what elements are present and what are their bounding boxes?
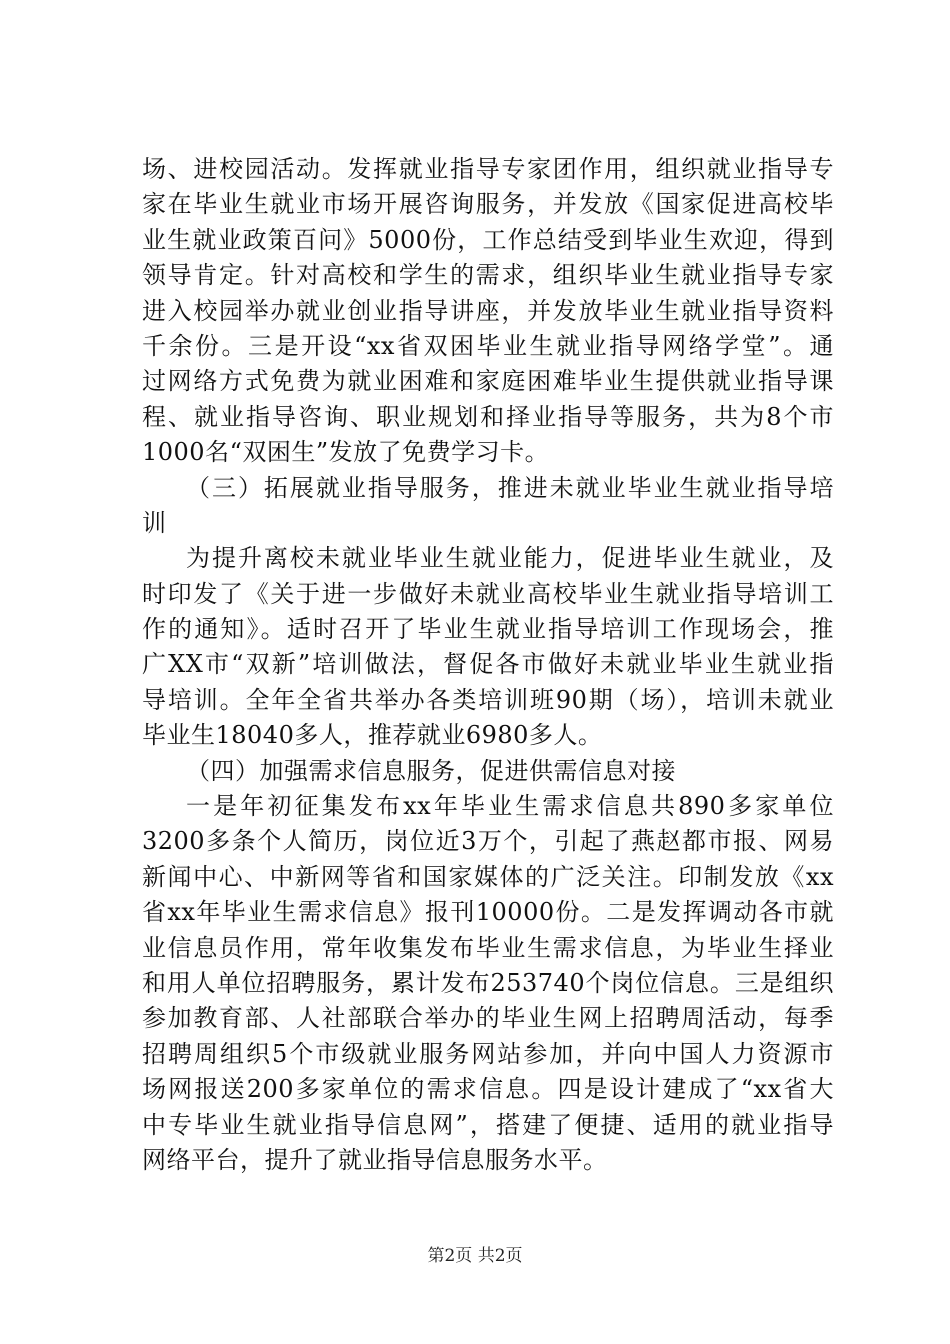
text-line: 业生就业政策百问》5000份，工作总结受到毕业生欢迎，得到 <box>142 225 834 254</box>
text-line: 导培训。全年全省共举办各类培训班90期（场），培训未就业 <box>142 685 834 714</box>
text-line: 广XX市“双新”培训做法，督促各市做好未就业毕业生就业指 <box>142 650 834 679</box>
text-line: 省xx年毕业生需求信息》报刊10000份。二是发挥调动各市就 <box>142 898 834 927</box>
text-line: 新闻中心、中新网等省和国家媒体的广泛关注。印制发放《xx <box>142 862 834 891</box>
text-line: 和用人单位招聘服务，累计发布253740个岗位信息。三是组织 <box>142 968 834 997</box>
text-line: 过网络方式免费为就业困难和家庭困难毕业生提供就业指导课 <box>142 367 834 396</box>
text-line: 3200多条个人简历，岗位近3万个，引起了燕赵都市报、网易 <box>142 827 834 856</box>
text-line: 场、进校园活动。发挥就业指导专家团作用，组织就业指导专 <box>142 155 834 183</box>
text-line: 中专毕业生就业指导信息网”，搭建了便捷、适用的就业指导 <box>142 1110 834 1139</box>
text-line: 网络平台，提升了就业指导信息服务水平。 <box>142 1145 608 1174</box>
text-line: 毕业生18040多人，推荐就业6980多人。 <box>142 721 603 750</box>
text-line: 程、就业指导咨询、职业规划和择业指导等服务，共为8个市 <box>142 402 834 431</box>
text-line: （三）拓展就业指导服务，推进未就业毕业生就业指导培 <box>186 473 834 502</box>
text-line: 领导肯定。针对高校和学生的需求，组织毕业生就业指导专家 <box>142 261 834 290</box>
text-line: 一是年初征集发布xx年毕业生需求信息共890多家单位 <box>186 792 834 821</box>
document-body <box>142 152 834 1178</box>
text-line: 参加教育部、人社部联合举办的毕业生网上招聘周活动，每季 <box>142 1004 834 1033</box>
text-line: 时印发了《关于进一步做好未就业高校毕业生就业指导培训工 <box>142 579 834 608</box>
text-line: 1000名“双困生”发放了免费学习卡。 <box>142 438 550 467</box>
text-line: 业信息员作用，常年收集发布毕业生需求信息，为毕业生择业 <box>142 933 834 962</box>
text-line: 家在毕业生就业市场开展咨询服务，并发放《国家促进高校毕 <box>142 190 834 219</box>
text-line: 作的通知》。适时召开了毕业生就业指导培训工作现场会，推 <box>142 615 834 644</box>
text-line: 千余份。三是开设“xx省双困毕业生就业指导网络学堂”。通 <box>142 331 834 360</box>
text-line: （四）加强需求信息服务，促进供需信息对接 <box>186 756 676 785</box>
text-line: 训 <box>142 508 167 537</box>
text-line: 进入校园举办就业创业指导讲座，并发放毕业生就业指导资料 <box>142 296 834 325</box>
text-line: 为提升离校未就业毕业生就业能力，促进毕业生就业，及 <box>186 544 834 573</box>
text-line: 招聘周组织5个市级就业服务网站参加，并向中国人力资源市 <box>142 1039 834 1068</box>
page-footer: 第2页 共2页 <box>427 1246 523 1266</box>
text-line: 场网报送200多家单位的需求信息。四是设计建成了“xx省大 <box>142 1075 834 1104</box>
